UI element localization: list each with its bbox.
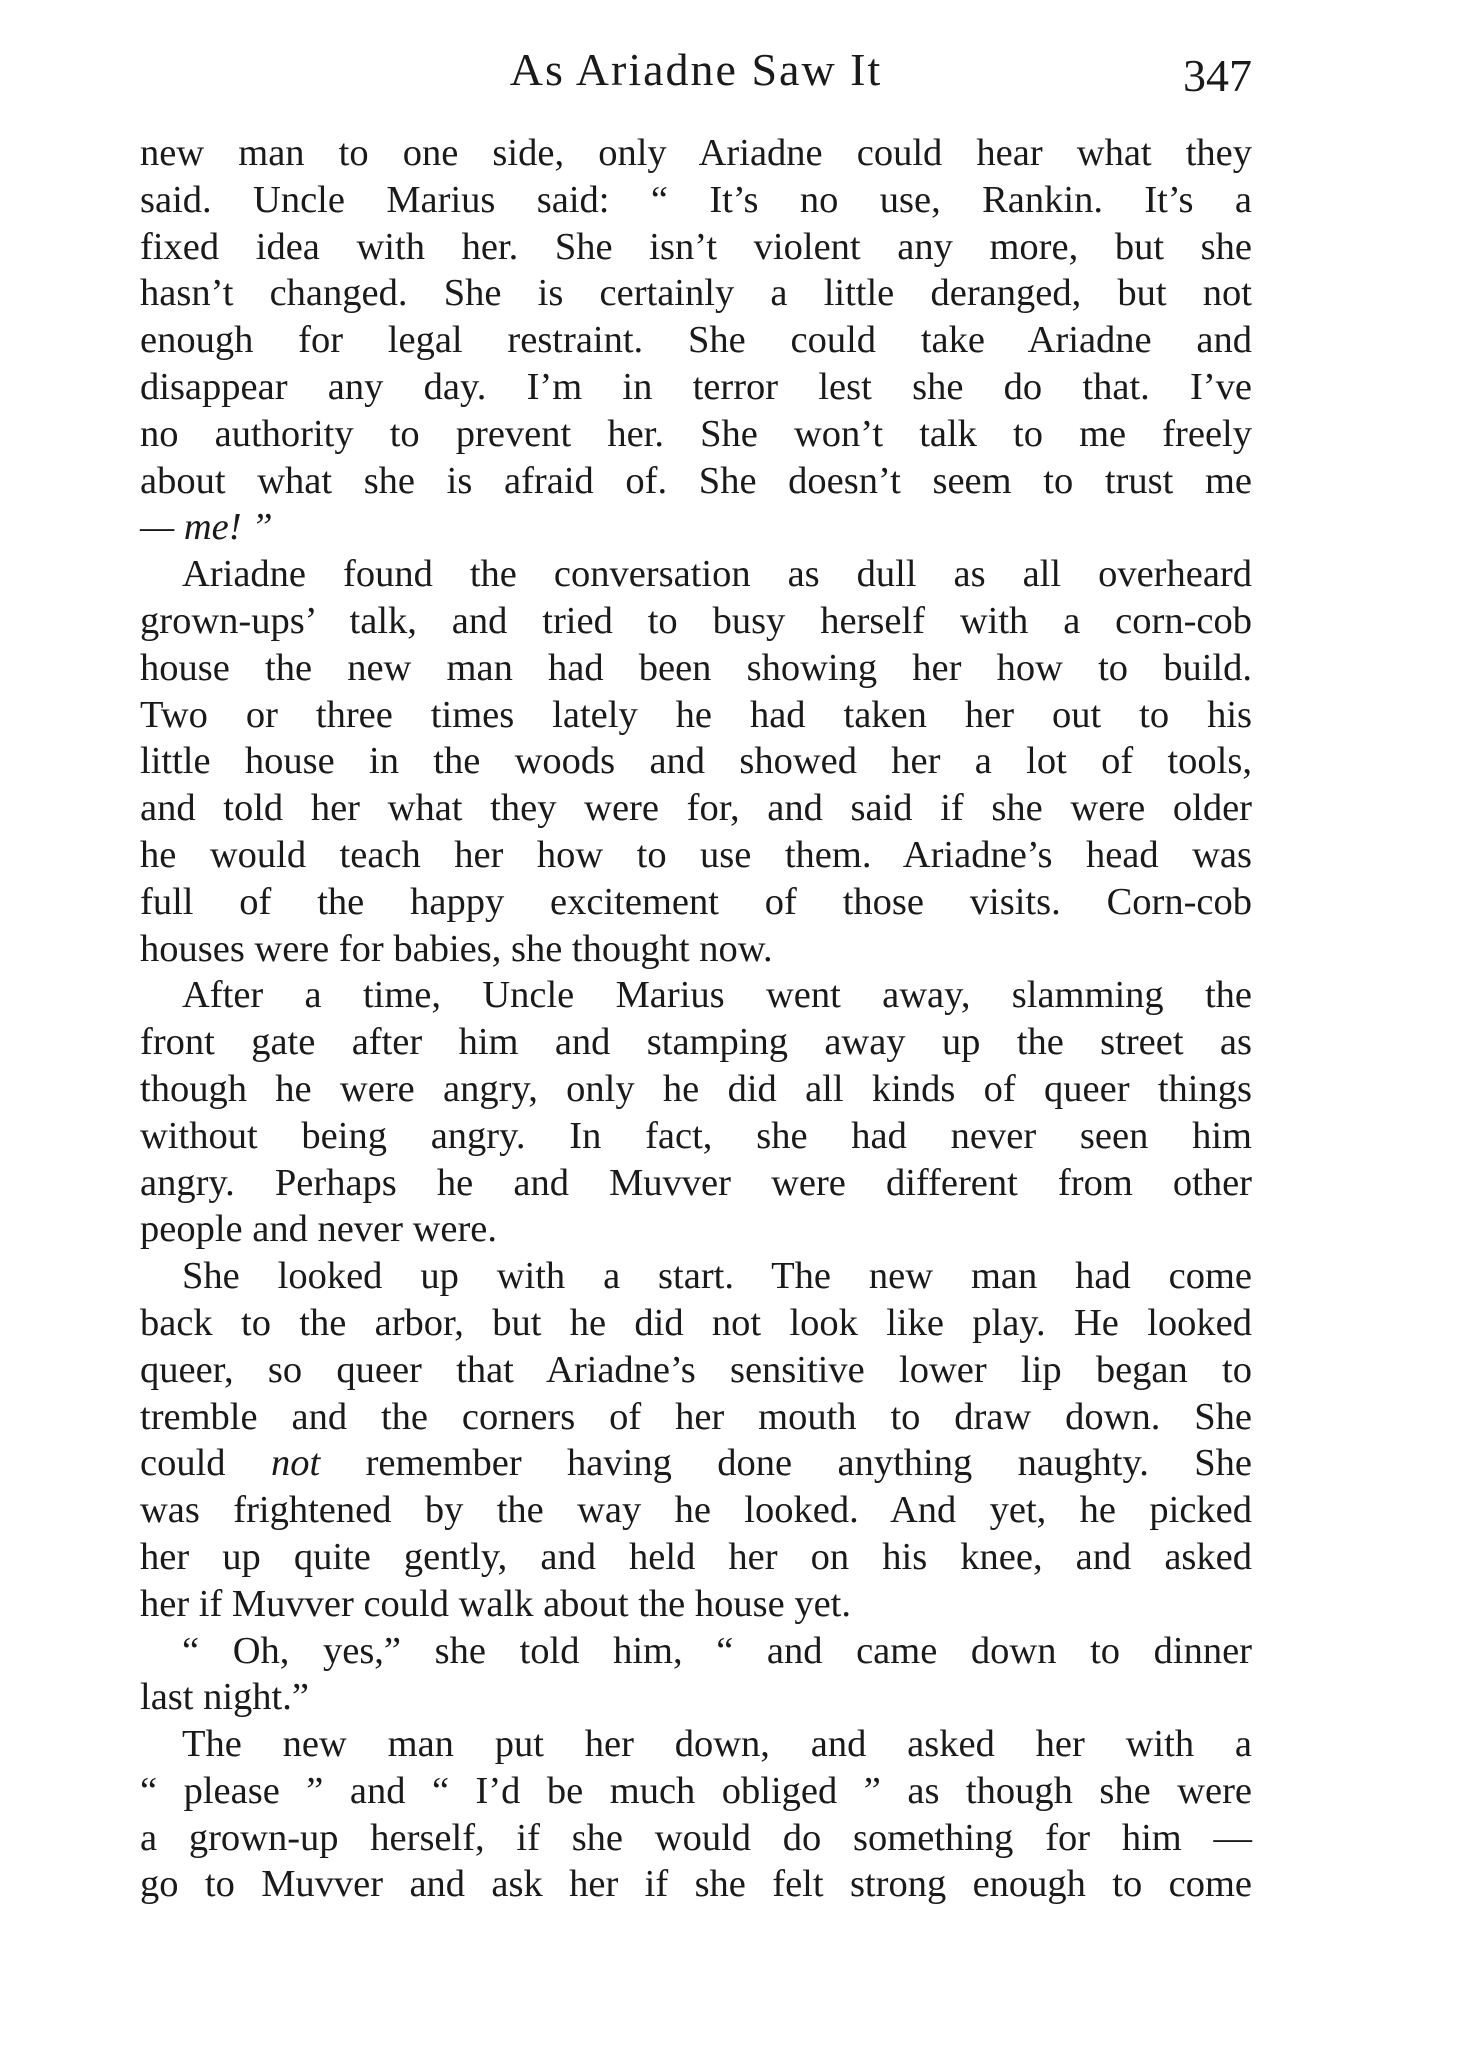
- text-line: little house in the woods and showed her a lot of tools,: [140, 740, 1252, 783]
- body-text: [140, 130, 1252, 1908]
- text-line: The new man put her down, and asked her with a: [182, 1723, 1252, 1766]
- text-line: people and never were.: [140, 1208, 498, 1251]
- text-line: last night.”: [140, 1676, 309, 1719]
- text-line: he would teach her how to use them. Ariadne’s head was: [140, 833, 1252, 876]
- text-line: without being angry. In fact, she had never seen him: [140, 1114, 1252, 1157]
- text-line: new man to one side, only Ariadne could hear what they: [140, 132, 1252, 174]
- running-title: As Ariadne Saw It: [509, 44, 883, 95]
- text-line: full of the happy excitement of those visits. Corn-cob: [140, 880, 1252, 923]
- text-line: a grown-up herself, if she would do something for him —: [140, 1816, 1252, 1859]
- text-line: front gate after him and stamping away up the street as: [140, 1021, 1252, 1064]
- text-line: her up quite gently, and held her on his knee, and asked: [140, 1535, 1252, 1578]
- text-line: enough for legal restraint. She could take Ariadne and: [140, 319, 1252, 362]
- text-line: her if Muvver could walk about the house yet.: [140, 1582, 851, 1625]
- text-line: — me! ”: [140, 506, 273, 549]
- text-line: disappear any day. I’m in terror lest she do that. I’ve: [140, 365, 1252, 408]
- text-line: no authority to prevent her. She won’t talk to me freely: [140, 412, 1252, 455]
- text-line: “ Oh, yes,” she told him, “ and came down to dinner: [182, 1629, 1252, 1672]
- text-line: hasn’t changed. She is certainly a little deranged, but not: [140, 272, 1252, 315]
- text-line: house the new man had been showing her how to build.: [140, 646, 1252, 689]
- text-line: though he were angry, only he did all kinds of queer things: [140, 1067, 1252, 1110]
- text-line: Two or three times lately he had taken her out to his: [140, 693, 1252, 736]
- text-line: go to Muvver and ask her if she felt strong enough to come: [140, 1863, 1252, 1906]
- text-line: Ariadne found the conversation as dull as all overheard: [182, 553, 1252, 596]
- text-line: tremble and the corners of her mouth to draw down. She: [140, 1395, 1252, 1438]
- text-line: fixed idea with her. She isn’t violent any more, but she: [140, 225, 1252, 268]
- running-head: [140, 40, 1252, 100]
- text-line: about what she is afraid of. She doesn’t seem to trust me: [140, 459, 1252, 502]
- text-line: angry. Perhaps he and Muvver were different from other: [140, 1161, 1252, 1204]
- text-line: was frightened by the way he looked. And yet, he picked: [140, 1489, 1252, 1532]
- page-number: 347: [1183, 50, 1252, 101]
- text-line: said. Uncle Marius said: “ It’s no use, Rankin. It’s a: [140, 178, 1252, 221]
- text-line: “ please ” and “ I’d be much obliged ” as though she were: [140, 1769, 1252, 1812]
- text-line: grown-ups’ talk, and tried to busy herself with a corn-cob: [140, 599, 1252, 642]
- text-line: back to the arbor, but he did not look like play. He looked: [140, 1301, 1252, 1344]
- text-line: could not remember having done anything naughty. She: [140, 1442, 1253, 1485]
- text-line: houses were for babies, she thought now.: [140, 927, 773, 970]
- text-line: queer, so queer that Ariadne’s sensitive lower lip began to: [140, 1348, 1252, 1391]
- text-line: After a time, Uncle Marius went away, slamming the: [182, 974, 1252, 1017]
- text-line: and told her what they were for, and said if she were older: [140, 787, 1252, 830]
- text-line: She looked up with a start. The new man had come: [182, 1255, 1252, 1298]
